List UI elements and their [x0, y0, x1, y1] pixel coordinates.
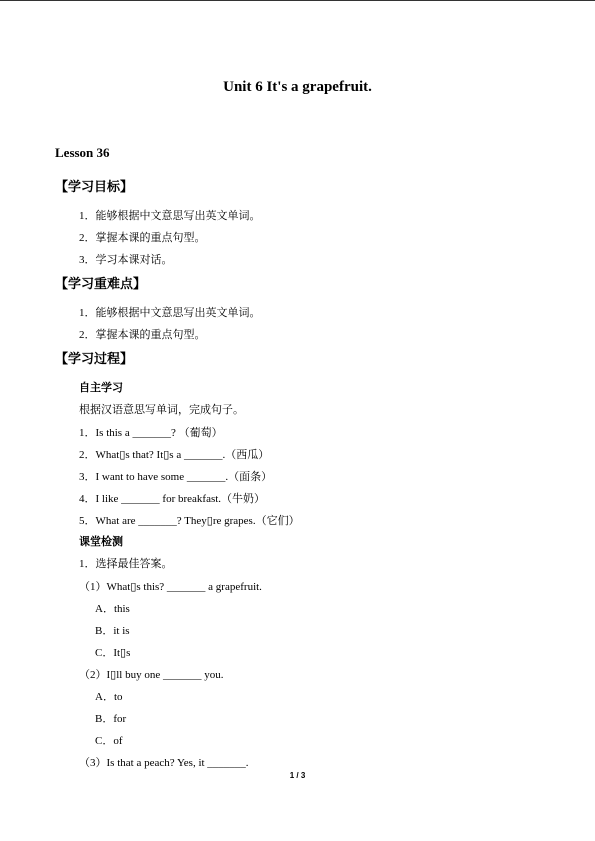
difficulty-item: 2．掌握本课的重点句型。 [79, 329, 206, 341]
lesson-label: Lesson 36 [55, 145, 110, 160]
objective-item: 3．学习本课对话。 [79, 254, 173, 266]
top-border-line [0, 0, 595, 1]
answer-option: A．to [95, 691, 123, 703]
instruction-text: 1．选择最佳答案。 [79, 558, 173, 570]
section-heading-objectives: 【学习目标】 [55, 180, 134, 195]
subheading-self-study: 自主学习 [79, 381, 123, 394]
fill-blank-item: 4．I like _______ for breakfast.（牛奶） [79, 493, 266, 505]
section-heading-difficulties: 【学习重难点】 [55, 277, 147, 292]
question-stem: （1）What▯s this? _______ a grapefruit. [79, 581, 262, 593]
section-heading-process: 【学习过程】 [55, 352, 134, 367]
objective-item: 2．掌握本课的重点句型。 [79, 232, 206, 244]
subheading-class-test: 课堂检测 [79, 535, 123, 548]
question-stem: （2）I▯ll buy one _______ you. [79, 669, 224, 681]
answer-option: B．it is [95, 625, 130, 637]
answer-option: C．It▯s [95, 647, 131, 659]
question-stem: （3）Is that a peach? Yes, it _______. [79, 757, 249, 769]
difficulty-item: 1．能够根据中文意思写出英文单词。 [79, 307, 261, 319]
page-title: Unit 6 It's a grapefruit. [223, 79, 372, 95]
instruction-text: 根据汉语意思写单词，完成句子。 [79, 404, 244, 416]
objective-item: 1．能够根据中文意思写出英文单词。 [79, 210, 261, 222]
fill-blank-item: 3．I want to have some _______.（面条） [79, 471, 273, 483]
fill-blank-item: 5．What are _______? They▯re grapes.（它们） [79, 515, 300, 527]
fill-blank-item: 1．Is this a _______? （葡萄） [79, 427, 223, 439]
answer-option: A．this [95, 603, 130, 615]
answer-option: C．of [95, 735, 123, 747]
fill-blank-item: 2．What▯s that? It▯s a _______.（西瓜） [79, 449, 270, 461]
page-number: 1 / 3 [289, 771, 306, 780]
answer-option: B．for [95, 713, 127, 725]
